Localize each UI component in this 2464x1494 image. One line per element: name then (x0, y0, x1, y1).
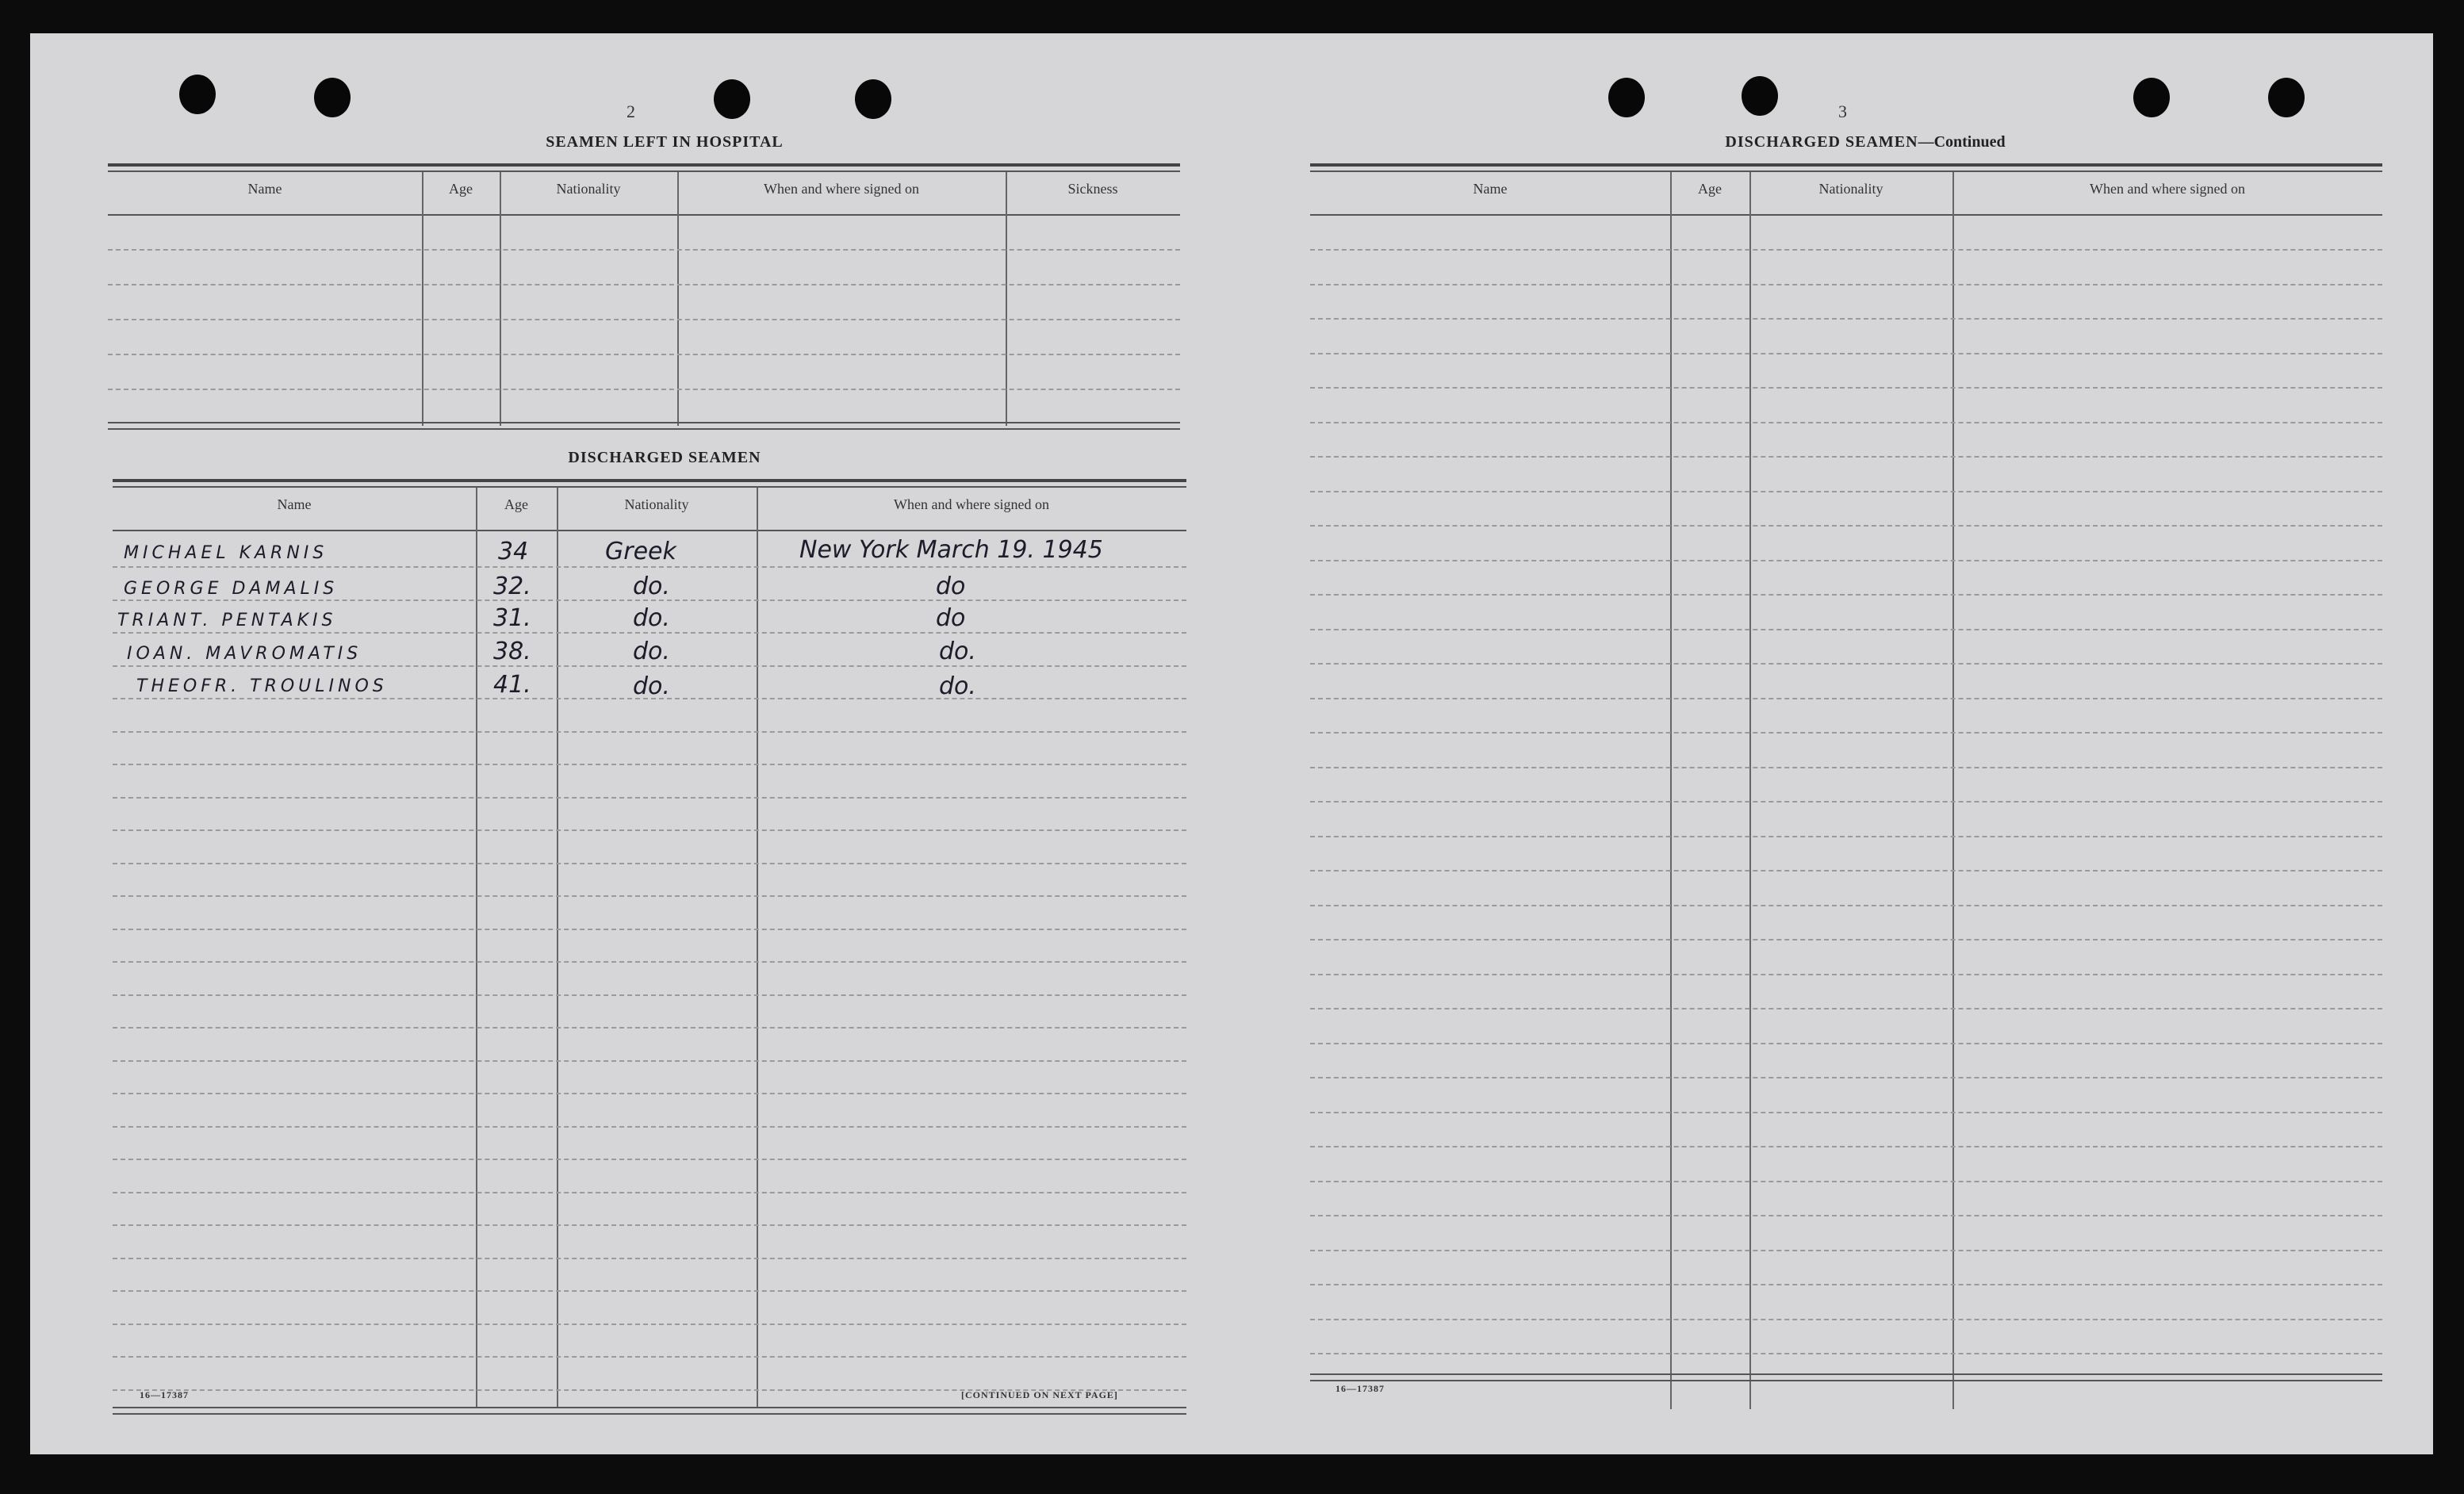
punch-hole (714, 79, 750, 119)
seaman-name: THEOFR. TROULINOS (136, 676, 388, 696)
column-header-age: Age (449, 181, 473, 197)
row-line (113, 764, 1186, 765)
continued-note: [CONTINUED ON NEXT PAGE] (961, 1389, 1118, 1400)
column-header-nationality: Nationality (624, 496, 689, 512)
row-line (113, 1290, 1186, 1292)
punch-hole (2268, 78, 2305, 117)
row-line (1310, 560, 2382, 561)
punch-hole (179, 75, 216, 114)
table-top-rule (1310, 163, 2382, 167)
row-line (1310, 249, 2382, 251)
punch-hole (1742, 76, 1778, 116)
column-header-age: Age (504, 496, 528, 512)
column-divider (1670, 172, 1672, 1409)
seaman-name: IOAN. MAVROMATIS (127, 644, 362, 664)
column-header-name: Name (247, 181, 282, 197)
seaman-signed-on: do. (939, 672, 976, 700)
seaman-name: TRIANT. PENTAKIS (117, 611, 337, 630)
table-bottom-rule (1310, 1380, 2382, 1381)
row-line (1310, 1008, 2382, 1009)
column-divider (1006, 172, 1007, 426)
row-line (1310, 801, 2382, 803)
row-line (1310, 422, 2382, 423)
column-divider (476, 488, 477, 1408)
discharged-continued-title (1310, 133, 2420, 151)
header-rule (108, 214, 1180, 216)
row-line (108, 354, 1180, 355)
column-header-nationality: Nationality (556, 181, 621, 197)
column-divider (422, 172, 423, 426)
row-line (113, 1192, 1186, 1193)
column-header-sickness: Sickness (1067, 181, 1118, 197)
column-divider (1952, 172, 1954, 1409)
row-line (1310, 1077, 2382, 1078)
row-line (113, 863, 1186, 864)
row-line (1310, 870, 2382, 872)
column-header-signed-on: When and where signed on (2090, 181, 2245, 197)
form-number: 16—17387 (140, 1389, 189, 1400)
row-line (1310, 698, 2382, 699)
table-bottom-rule (108, 422, 1180, 423)
seaman-nationality: do. (633, 604, 670, 632)
column-header-signed-on: When and where signed on (764, 181, 919, 197)
seaman-name: GEORGE DAMALIS (124, 579, 339, 599)
column-header-age: Age (1698, 181, 1722, 197)
seaman-signed-on: New York March 19. 1945 (799, 536, 1103, 564)
seaman-nationality: do. (633, 573, 670, 600)
row-line (1310, 836, 2382, 837)
row-line (113, 929, 1186, 930)
header-rule (1310, 214, 2382, 216)
row-line (108, 284, 1180, 285)
seaman-age: 34 (498, 538, 529, 565)
table-top-rule (108, 163, 1180, 167)
table-bottom-rule (113, 1407, 1186, 1408)
row-line (1310, 387, 2382, 389)
row-line (113, 797, 1186, 799)
row-line (1310, 629, 2382, 630)
column-divider (500, 172, 501, 426)
form-number: 16—17387 (1335, 1383, 1385, 1394)
row-line (1310, 1284, 2382, 1285)
row-line (113, 994, 1186, 996)
seaman-nationality: Greek (605, 538, 676, 565)
row-line (1310, 525, 2382, 527)
row-line (113, 632, 1186, 634)
table-bottom-rule (113, 1413, 1186, 1415)
row-line (113, 1027, 1186, 1029)
table-top-rule (1310, 170, 2382, 172)
row-line (108, 249, 1180, 251)
column-divider (757, 488, 758, 1408)
row-line (1310, 284, 2382, 285)
table-bottom-rule (108, 428, 1180, 430)
seaman-signed-on: do. (939, 638, 976, 665)
row-line (1310, 456, 2382, 458)
row-line (1310, 939, 2382, 940)
row-line (1310, 1112, 2382, 1113)
title-suffix: —Continued (1918, 133, 2006, 151)
row-line (113, 1224, 1186, 1226)
row-line (1310, 663, 2382, 665)
page-number: 2 (627, 102, 635, 121)
title-main: DISCHARGED SEAMEN (1725, 133, 1918, 151)
row-line (113, 829, 1186, 831)
scanned-sheet (30, 33, 2433, 1454)
seaman-nationality: do. (633, 638, 670, 665)
row-line (1310, 491, 2382, 492)
row-line (1310, 1319, 2382, 1320)
seaman-nationality: do. (633, 672, 670, 700)
table-top-rule (113, 479, 1186, 482)
page-number: 3 (1838, 102, 1847, 121)
punch-hole (855, 79, 891, 119)
row-line (113, 1258, 1186, 1259)
column-header-signed-on: When and where signed on (894, 496, 1049, 512)
row-line (1310, 353, 2382, 354)
table-top-rule (108, 170, 1180, 172)
row-line (1310, 767, 2382, 768)
row-line (1310, 1250, 2382, 1251)
column-header-nationality: Nationality (1818, 181, 1883, 197)
row-line (113, 1060, 1186, 1062)
column-header-name: Name (1473, 181, 1508, 197)
hospital-section-title: SEAMEN LEFT IN HOSPITAL (546, 133, 784, 151)
seaman-signed-on: do (936, 573, 966, 600)
column-divider (677, 172, 679, 426)
row-line (113, 731, 1186, 733)
seaman-age: 38. (493, 638, 531, 665)
row-line (1310, 974, 2382, 975)
row-line (1310, 1353, 2382, 1354)
column-divider (1749, 172, 1751, 1409)
column-header-name: Name (277, 496, 312, 512)
row-line (1310, 1215, 2382, 1216)
row-line (1310, 318, 2382, 320)
row-line (113, 961, 1186, 963)
header-rule (113, 530, 1186, 531)
row-line (113, 1159, 1186, 1160)
column-divider (557, 488, 558, 1408)
punch-hole (2133, 78, 2170, 117)
table-bottom-rule (1310, 1373, 2382, 1375)
row-line (1310, 1181, 2382, 1182)
row-line (113, 1324, 1186, 1325)
row-line (113, 1126, 1186, 1128)
seaman-age: 32. (493, 573, 531, 600)
row-line (1310, 905, 2382, 906)
row-line (1310, 732, 2382, 734)
seaman-name: MICHAEL KARNIS (124, 543, 328, 563)
row-line (113, 1093, 1186, 1094)
row-line (1310, 1146, 2382, 1147)
punch-hole (314, 78, 351, 117)
row-line (108, 389, 1180, 390)
row-line (113, 895, 1186, 897)
table-top-rule (113, 486, 1186, 488)
seaman-age: 41. (493, 671, 531, 699)
discharged-section-title: DISCHARGED SEAMEN (568, 449, 761, 466)
row-line (108, 319, 1180, 320)
row-line (113, 566, 1186, 568)
row-line (1310, 1043, 2382, 1044)
row-line (113, 1356, 1186, 1358)
seaman-age: 31. (493, 604, 531, 632)
row-line (1310, 594, 2382, 596)
seaman-signed-on: do (936, 604, 966, 632)
punch-hole (1608, 78, 1645, 117)
